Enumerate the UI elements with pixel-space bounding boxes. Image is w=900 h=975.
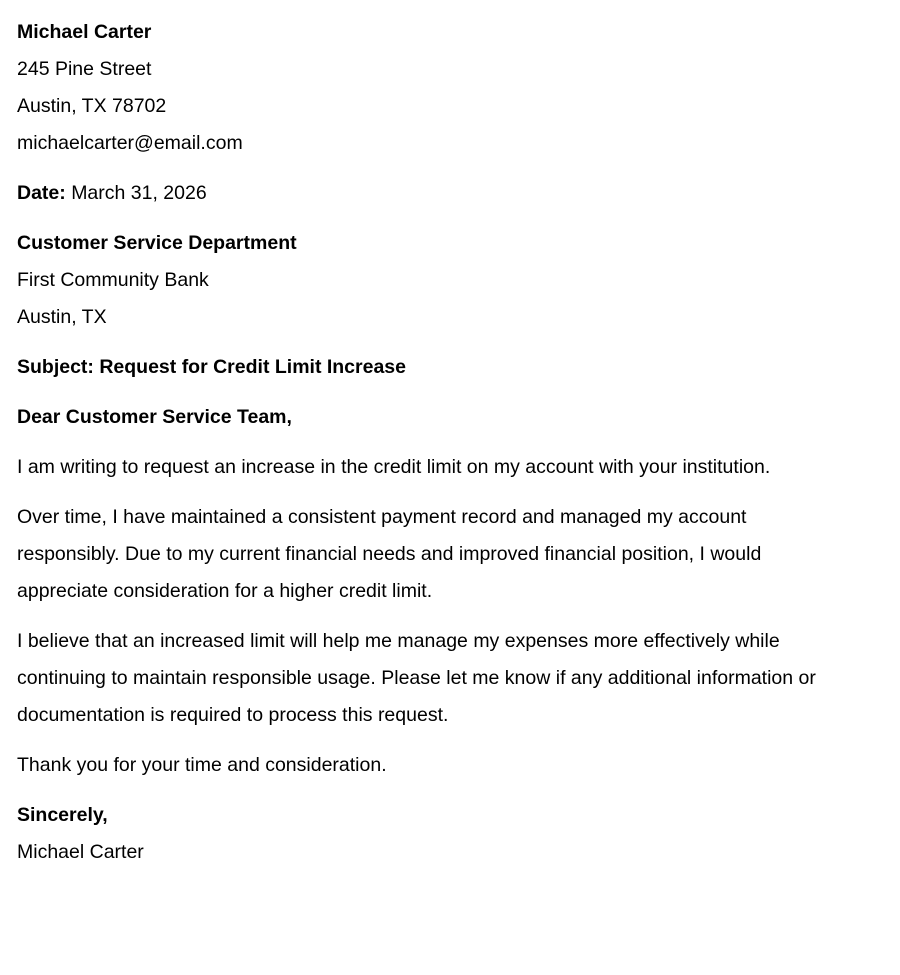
date-line — [17, 175, 880, 212]
closing-block — [17, 797, 880, 871]
subject-block — [17, 349, 880, 386]
salutation-line: Dear Customer Service Team, — [17, 406, 292, 428]
recipient-organization: First Community Bank — [17, 269, 209, 291]
subject-line: Subject: Request for Credit Limit Increase — [17, 356, 407, 378]
recipient-city-state: Austin, TX — [17, 306, 107, 328]
sender-address-block — [17, 14, 880, 162]
body-paragraph-2: Over time, I have maintained a consistent payment record and managed my account responsibly. Due to my current financial needs and improved financial position, I would appreciate consideration for a higher credit limit. — [17, 506, 762, 602]
body-paragraph-1: I am writing to request an increase in the credit limit on my account with your institution. — [17, 456, 771, 478]
valediction: Sincerely, — [17, 804, 108, 826]
date-value: March 31, 2026 — [71, 182, 207, 204]
date-block — [17, 175, 880, 212]
recipient-department: Customer Service Department — [17, 232, 297, 254]
salutation-block — [17, 399, 880, 436]
sender-city-state-zip: Austin, TX 78702 — [17, 95, 167, 117]
body-block — [17, 449, 880, 784]
signature-name: Michael Carter — [17, 841, 144, 863]
body-paragraph-3: I believe that an increased limit will help me manage my expenses more effectively while continuing to maintain responsible usage. Please let me know if any additional information or documentation is required to process this request. — [17, 630, 816, 726]
sender-email: michaelcarter@email.com — [17, 132, 243, 154]
date-label: Date: — [17, 182, 66, 204]
sender-name: Michael Carter — [17, 21, 152, 43]
sender-street: 245 Pine Street — [17, 58, 152, 80]
body-paragraph-4: Thank you for your time and consideration. — [17, 754, 387, 776]
recipient-address-block — [17, 225, 880, 336]
